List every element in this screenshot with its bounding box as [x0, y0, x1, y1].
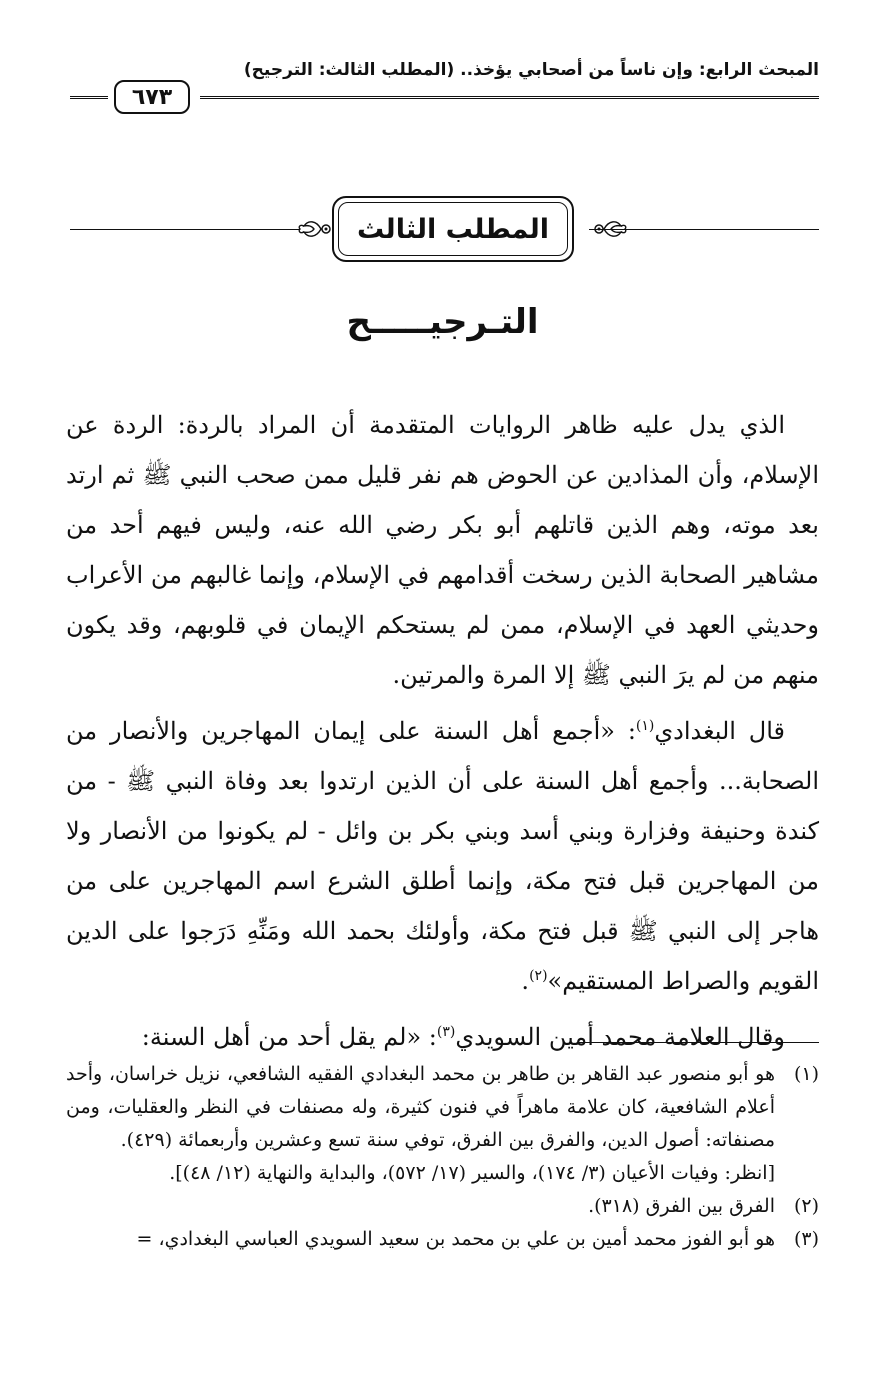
paragraph-2-end: .: [521, 967, 530, 995]
floral-ornament-icon: [593, 216, 629, 242]
footnote-rule: [579, 1042, 819, 1043]
section-title: المطلب الثالث: [356, 213, 550, 245]
footnote-text: هو أبو الفوز محمد أمين بن علي بن محمد بن سعيد السويدي العباسي البغدادي، =: [136, 1228, 775, 1250]
paragraph-2-rest: : «أجمع أهل السنة على إيمان المهاجرين والأنصار من الصحابة... وأجمع أهل السنة على أن الذين ارتدوا بعد وفاة النبي ﷺ - من كندة وحنيفة وفزارة وبني أسد وبني بكر بن وائل - لم يكونوا من الأنصار ولا من المهاجرين قبل فتح مكة، وإنما أطلق الشرع اسم المهاجرين على من هاجر إلى النبي ﷺ قبل فتح مكة، وأولئك بحمد الله ومَنِّهِ دَرَجوا على الدين القويم والصراط المستقيم»: [66, 717, 819, 995]
footnotes: [66, 1058, 819, 1256]
paragraph-3-rest: : «لم يقل أحد من أهل السنة:: [141, 1023, 437, 1051]
running-header: المبحث الرابع: وإن ناساً من أصحابي يؤخذ.. (المطلب الثالث: الترجيح): [243, 60, 819, 80]
footnote-number: (١): [793, 1063, 819, 1085]
paragraph-3: [66, 1012, 819, 1062]
footnote-text: هو أبو منصور عبد القاهر بن طاهر بن محمد البغدادي الفقيه الشافعي، نزيل خراسان، وأحد أعلام الشافعية، كان علامة ماهراً في فنون كثيرة، وله مصنفات في النظر والعقليات، ومن مصنفاته: أصول الدين، والفرق بين الفرق، توفي سنة تسع وعشرين وأربعمائة (٤٢٩).: [66, 1063, 775, 1151]
footnote-item: [66, 1223, 819, 1256]
paragraph-1: الذي يدل عليه ظاهر الروايات المتقدمة أن المراد بالردة: الردة عن الإسلام، وأن المذادين عن الحوض هم نفر قليل ممن صحب النبي ﷺ ثم ارتد بعد موته، وهم الذين قاتلهم أبو بكر رضي الله عنه، وليس فيهم أحد من مشاهير الصحابة الذين رسخت أقدامهم في الإسلام، وإنما غالبهم من الأعراب وحديثي العهد في الإسلام، ممن لم يستحكم الإيمان في قلوبهم، وقد يكون منهم من لم يرَ النبي ﷺ إلا المرة والمرتين.: [66, 411, 820, 689]
footnote-source: [انظر: وفيات الأعيان (٣/ ١٧٤)، والسير (١٧/ ٥٧٢)، والبداية والنهاية (١٢/ ٤٨)].: [169, 1162, 775, 1184]
footnote-text: الفرق بين الفرق (٣١٨).: [588, 1195, 775, 1217]
paragraph-2-lead: قال البغدادي: [654, 717, 786, 745]
body-text: [66, 400, 819, 1068]
footnote-ref-3[interactable]: (٣): [436, 1024, 456, 1040]
paragraph-2: [66, 706, 819, 1006]
paragraph-3-lead: وقال العلامة محمد أمين السويدي: [455, 1023, 785, 1051]
floral-ornament-icon: [296, 216, 332, 242]
section-title-box: [332, 196, 574, 262]
section-subtitle: التـرجيـــــح: [346, 302, 539, 342]
footnote-ref-1[interactable]: (١): [635, 718, 655, 734]
footnote-item: [66, 1190, 819, 1223]
header-rule: [200, 96, 819, 99]
title-line-left: [70, 229, 300, 230]
footnote-number: (٣): [793, 1228, 819, 1250]
page-number: ٦٧٣: [114, 80, 190, 114]
footnote-number: (٢): [793, 1195, 819, 1217]
footnote-item: [66, 1058, 819, 1157]
footnote-ref-2[interactable]: (٢): [529, 968, 548, 984]
header-rule-short: [70, 96, 108, 99]
